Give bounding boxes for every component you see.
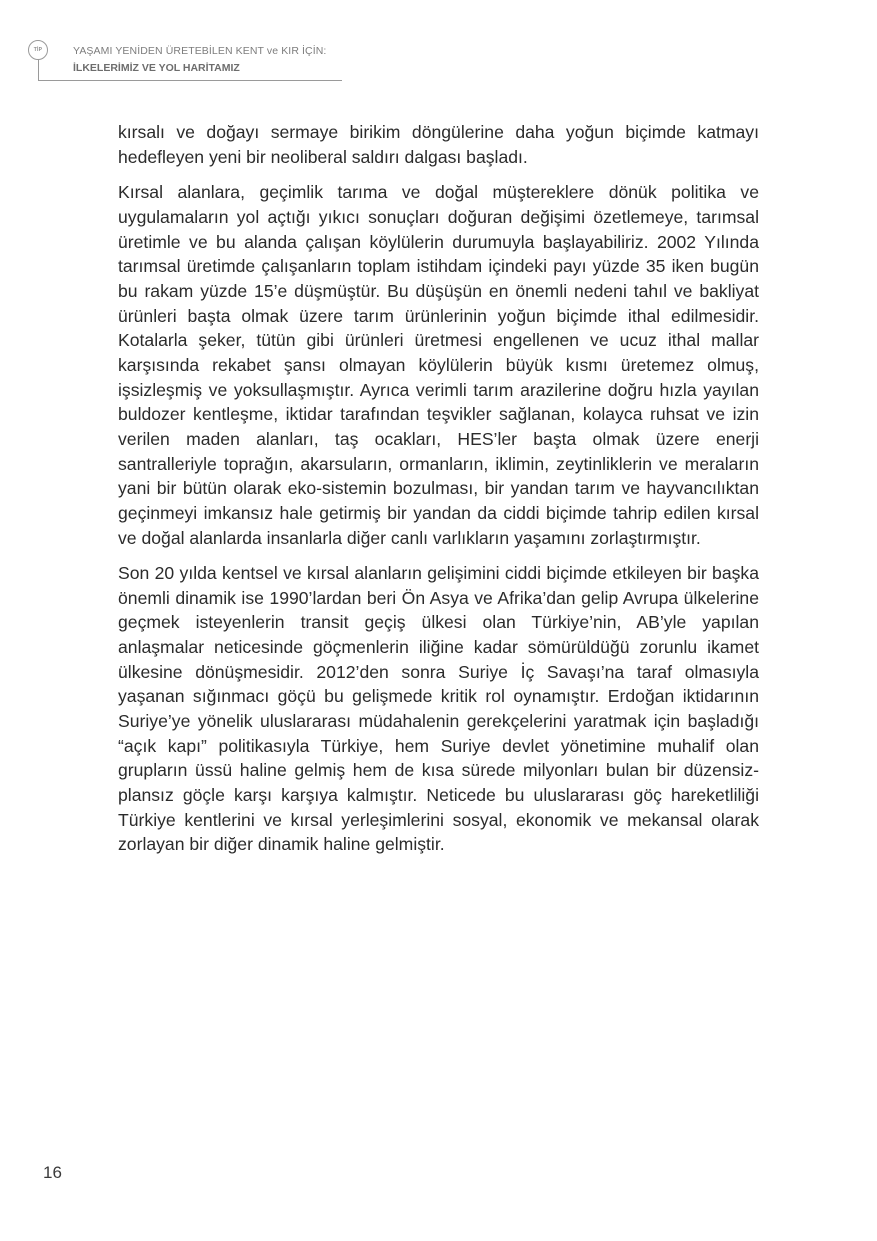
- body-text: [118, 120, 759, 868]
- paragraph: Son 20 yılda kentsel ve kırsal alanların gelişimini ciddi biçimde etkileyen bir başka önemli dinamik ise 1990’lardan beri Ön Asya ve Afrika’dan gelip Avrupa ülkelerine geçmek isteyenlerin transit geçiş ülkesi olan Türkiye’nin, AB’yle yapılan anlaşmalar neticesinde göçmenlerin iliğine kadar sömürüldüğü zorunlu ikamet ülkesine dönüşmesidir. 2012’den sonra Suriye İç Savaşı’na taraf olmasıyla yaşanan sığınmacı göçü bu gelişmede kritik rol oynamıştır. Erdoğan iktidarının Suriye’ye yönelik uluslararası müdahalenin gerekçelerini yaratmak için başladığı “açık kapı” politikasıyla Türkiye, hem Suriye devlet yönetimine muhalif olan grupların üssü haline gelmiş hem de kısa sürede milyonları bulan bir düzensiz-plansız göçle karşı karşıya kalmıştır. Neticede bu uluslararası göç hareketliliği Türkiye kentlerini ve kırsal yerleşimlerini sosyal, ekonomik ve mekansal olarak zorlayan bir diğer dinamik haline gelmiştir.: [118, 563, 759, 855]
- header-title-line2: İLKELERİMİZ VE YOL HARİTAMIZ: [73, 62, 240, 74]
- page-number: 16: [43, 1163, 62, 1182]
- tip-logo-icon: [28, 40, 48, 60]
- running-header: [33, 42, 342, 81]
- logo-text: TİP: [33, 47, 43, 53]
- header-title-line1: YAŞAMI YENİDEN ÜRETEBİLEN KENT ve KIR İÇİN:: [73, 45, 327, 57]
- paragraph: kırsalı ve doğayı sermaye birikim döngülerine daha yoğun biçimde katmayı hedefleyen yeni bir neoliberal saldırı dalgası başladı.: [118, 122, 759, 167]
- paragraph: Kırsal alanlara, geçimlik tarıma ve doğal müştereklere dönük politika ve uygulamaların yol açtığı yıkıcı sonuçları doğuran değişimi özetlemeye, tarımsal üretimle ve bu alanda çalışan köylülerin durumuyla başlayabiliriz. 2002 Yılında tarımsal üretimde çalışanların toplam istihdam içindeki payı yüzde 35 iken bugün bu rakam yüzde 15’e düşmüştür. Bu düşüşün en önemli nedeni tahıl ve bakliyat ürünleri başta olmak üzere tarım ürünlerinin yoğun biçimde ithal edilmesidir. Kotalarla şeker, tütün gibi ürünleri üretmesi engellenen ve ucuz ithal mallar karşısında rekabet şansı olmayan köylülerin büyük kısmı üretemez olmuş, işsizleşmiş ve yoksullaşmıştır. Ayrıca verimli tarım arazilerine doğru hızla yayılan buldozer kentleşme, iktidar tarafından teşvikler sağlanan, kolayca ruhsat ve izin verilen maden alanları, taş ocakları, HES’ler başta olmak üzere enerji santralleriyle toprağın, akarsuların, ormanların, iklimin, zeytinliklerin ve meraların yani bir bütün olarak eko-sistemin bozulması, bir yandan tarım ve hayvancılıktan geçinmeyi imkansız hale getirmiş bir yandan da ciddi biçimde tahrip edilen kırsal ve doğal alanlarda insanlarla diğer canlı varlıkların yaşamını zorlaştırmıştır.: [118, 182, 759, 548]
